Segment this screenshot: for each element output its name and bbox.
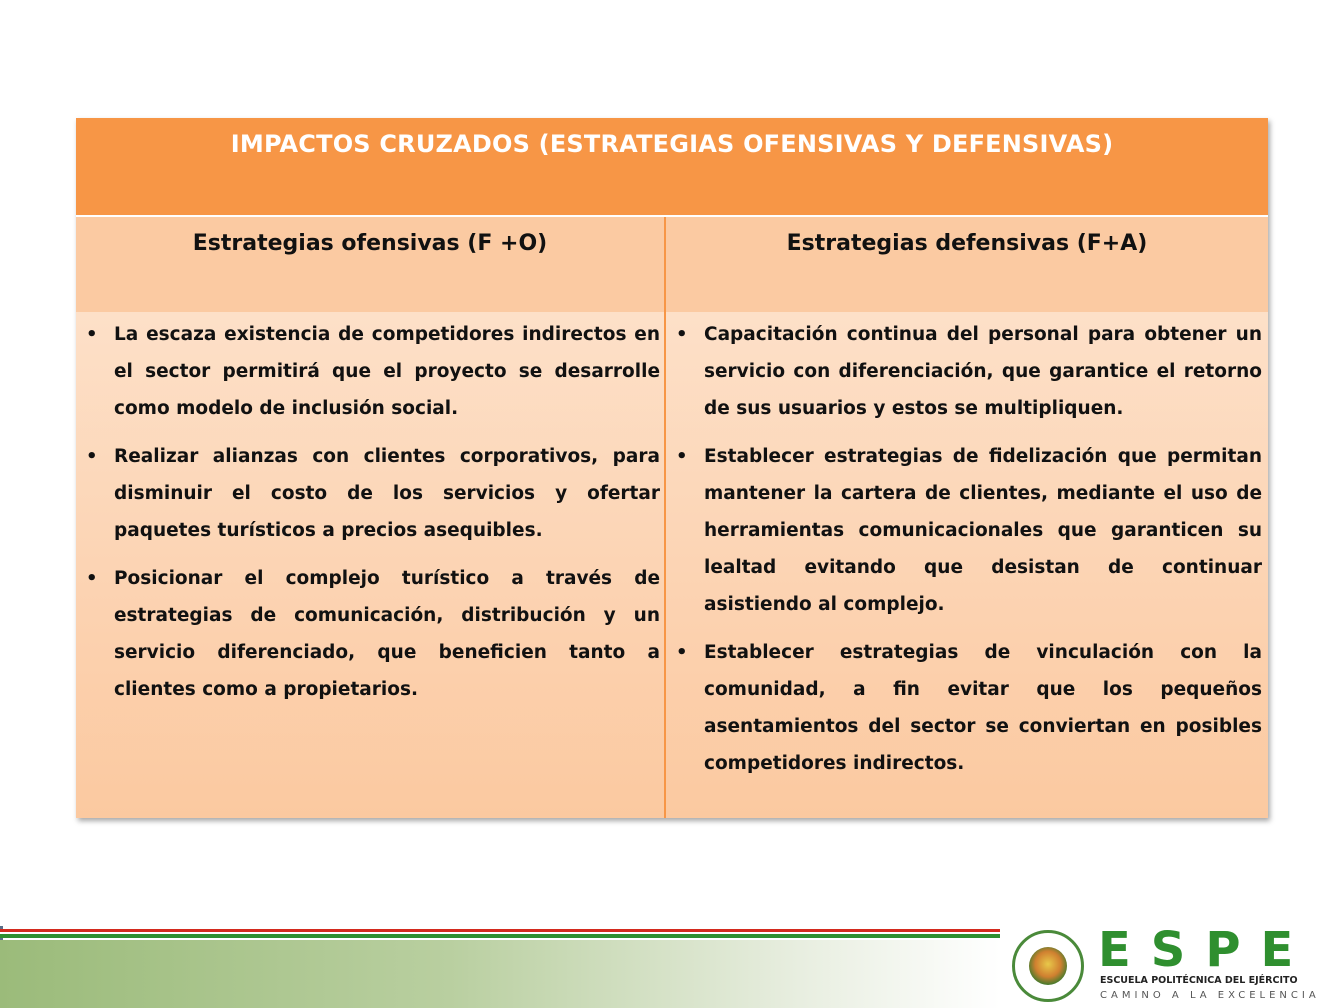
espe-seal-icon bbox=[1012, 930, 1084, 1002]
defensive-list bbox=[666, 316, 1268, 793]
body-cell-defensive bbox=[666, 312, 1268, 818]
table-title-row bbox=[76, 118, 1268, 217]
list-item-text: Capacitación continua del personal para obtener un servicio con diferenciación, que garantice el retorno de sus usuarios y estos se multipliquen. bbox=[704, 324, 1262, 419]
institution-motto: CAMINO A LA EXCELENCIA bbox=[1100, 990, 1320, 1001]
list-item bbox=[666, 316, 1268, 427]
list-item-text: Posicionar el complejo turístico a través de estrategias de comunicación, distribución y un servicio diferenciado, que beneficien tanto a clientes como a propietarios. bbox=[114, 568, 660, 700]
bullet-icon: • bbox=[86, 446, 98, 467]
bullet-icon: • bbox=[676, 446, 688, 467]
body-cell-offensive bbox=[76, 312, 666, 818]
header-cell-offensive bbox=[76, 217, 666, 312]
list-item-text: Establecer estrategias de vinculación con la comunidad, a fin evitar que los pequeños asentamientos del sector se conviertan en posibles competidores indirectos. bbox=[704, 642, 1262, 774]
bullet-icon: • bbox=[86, 324, 98, 345]
header-cell-defensive bbox=[666, 217, 1268, 312]
footer-green-stripe bbox=[0, 934, 1000, 938]
bullet-icon: • bbox=[86, 568, 98, 589]
list-item bbox=[666, 438, 1268, 623]
list-item bbox=[76, 560, 666, 708]
offensive-list bbox=[76, 316, 666, 719]
list-item-text: Realizar alianzas con clientes corporativos, para disminuir el costo de los servicios y ofertar paquetes turísticos a precios asequibles. bbox=[114, 446, 660, 541]
table-header-row bbox=[76, 217, 1268, 312]
list-item-text: La escaza existencia de competidores indirectos en el sector permitirá que el proyecto se desarrolle como modelo de inclusión social. bbox=[114, 324, 660, 419]
bullet-icon: • bbox=[676, 642, 688, 663]
institution-name: ESCUELA POLITÉCNICA DEL EJÉRCITO bbox=[1100, 975, 1298, 986]
strategies-table bbox=[76, 118, 1268, 818]
list-item bbox=[76, 438, 666, 549]
list-item bbox=[76, 316, 666, 427]
footer-gradient-bar bbox=[0, 940, 1000, 1008]
header-offensive-label: Estrategias ofensivas (F +O) bbox=[192, 231, 548, 256]
table-title: IMPACTOS CRUZADOS (ESTRATEGIAS OFENSIVAS Y DEFENSIVAS) bbox=[230, 130, 1114, 158]
header-defensive-label: Estrategias defensivas (F+A) bbox=[786, 231, 1148, 256]
list-item-text: Establecer estrategias de fidelización que permitan mantener la cartera de clientes, mediante el uso de herramientas comunicacionales que garanticen su lealtad evitando que desistan de continuar asistiendo al complejo. bbox=[704, 446, 1262, 615]
bullet-icon: • bbox=[676, 324, 688, 345]
brand-wordmark: ESPE bbox=[1098, 922, 1314, 978]
list-item bbox=[666, 634, 1268, 782]
seal-emblem bbox=[1029, 947, 1067, 985]
table-body-row bbox=[76, 312, 1268, 818]
